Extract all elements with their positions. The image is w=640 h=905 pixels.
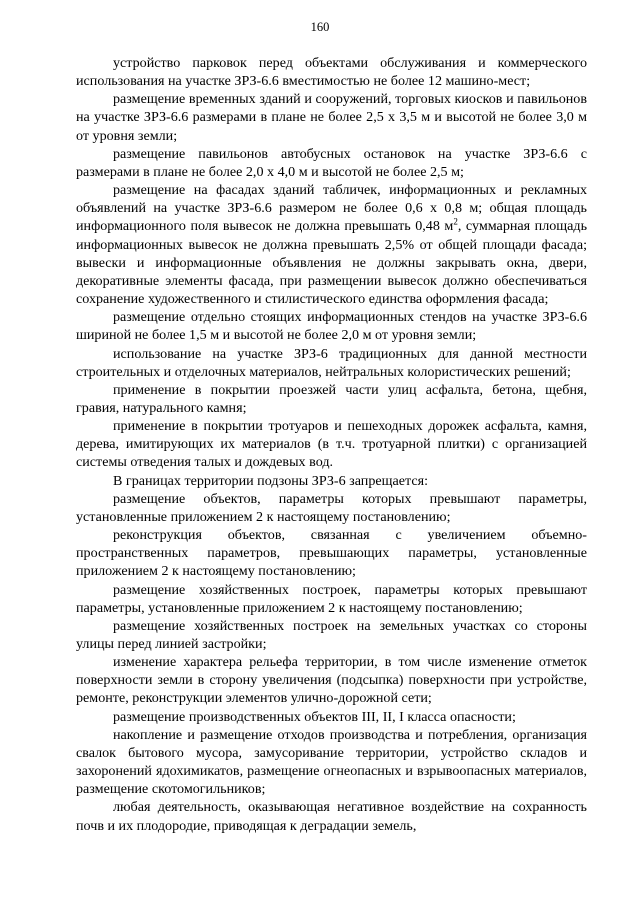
paragraph: реконструкция объектов, связанная с увеличением объемно-пространственных параметров, превышающих параметры, установленные приложением 2 к настоящему постановлению;	[76, 527, 587, 580]
paragraph: любая деятельность, оказывающая негативное воздействие на сохранность почв и их плодородие, приводящая к деградации земель,	[76, 799, 587, 834]
paragraph: размещение производственных объектов III, II, I класса опасности;	[113, 708, 516, 725]
paragraph: размещение объектов, параметры которых превышают параметры, установленные приложением 2 к настоящему постановлению;	[76, 490, 587, 525]
paragraph: размещение временных зданий и сооружений, торговых киосков и павильонов на участке ЗРЗ-6.6 размерами в плане не более 2,5 х 3,5 м и высотой не более 3,0 м от уровня земли;	[76, 91, 587, 144]
paragraph: применение в покрытии проезжей части улиц асфальта, бетона, щебня, гравия, натурального камня;	[76, 381, 587, 416]
paragraph: размещение павильонов автобусных остановок на участке ЗРЗ-6.6 с размерами в плане не более 2,0 х 4,0 м и высотой не более 2,5 м;	[76, 145, 587, 180]
document-body	[76, 54, 587, 835]
superscript: 2	[453, 216, 458, 227]
paragraph: размещение хозяйственных построек, параметры которых превышают параметры, установленные приложением 2 к настоящему постановлению;	[76, 581, 587, 616]
paragraph: использование на участке ЗРЗ-6 традиционных для данной местности строительных и отделочных материалов, нейтральных колористических решений;	[76, 345, 587, 380]
section-heading: В границах территории подзоны ЗРЗ-6 запрещается:	[113, 472, 429, 489]
paragraph: размещение на фасадах зданий табличек, информационных и рекламных объявлений на участке ЗРЗ-6.6 размером не более 0,6 х 0,8 м; общая площадь информационного поля вывесок не должна превышать 0,48 $м^2$, суммарная площадь информационных вывесок не должна превышать 2,5% от общей площади фасада; вывески и информационные объявления не должны закрывать окна, двери, декоративные элементы фасада, при размещении вывесок должно обеспечиваться сохранение художественного и стилистического единства оформления фасада;	[76, 182, 588, 308]
paragraph: накопление и размещение отходов производства и потребления, организация свалок бытового мусора, замусоривание территории, устройство складов и захоронений ядохимикатов, размещение огнеопасных и взрывоопасных материалов, размещение скотомогильников;	[76, 726, 587, 798]
paragraph: применение в покрытии тротуаров и пешеходных дорожек асфальта, камня, дерева, имитирующих их материалов (в т.ч. тротуарной плитки) с организацией системы отведения талых и дождевых вод.	[76, 418, 587, 471]
paragraph: изменение характера рельефа территории, в том числе изменение отметок поверхности земли в сторону увеличения (подсыпка) поверхности при устройстве, ремонте, реконструкции элементов улично-дорожной сети;	[76, 654, 587, 707]
paragraph: размещение хозяйственных построек на земельных участках со стороны улицы перед линией застройки;	[76, 617, 587, 652]
paragraph: размещение отдельно стоящих информационных стендов на участке ЗРЗ-6.6 шириной не более 1,5 м и высотой не более 2,0 м от уровня земли;	[76, 309, 587, 344]
page-number: 160	[310, 20, 330, 34]
paragraph: устройство парковок перед объектами обслуживания и коммерческого использования на участке ЗРЗ-6.6 вместимостью не более 12 машино-мест;	[76, 55, 587, 90]
